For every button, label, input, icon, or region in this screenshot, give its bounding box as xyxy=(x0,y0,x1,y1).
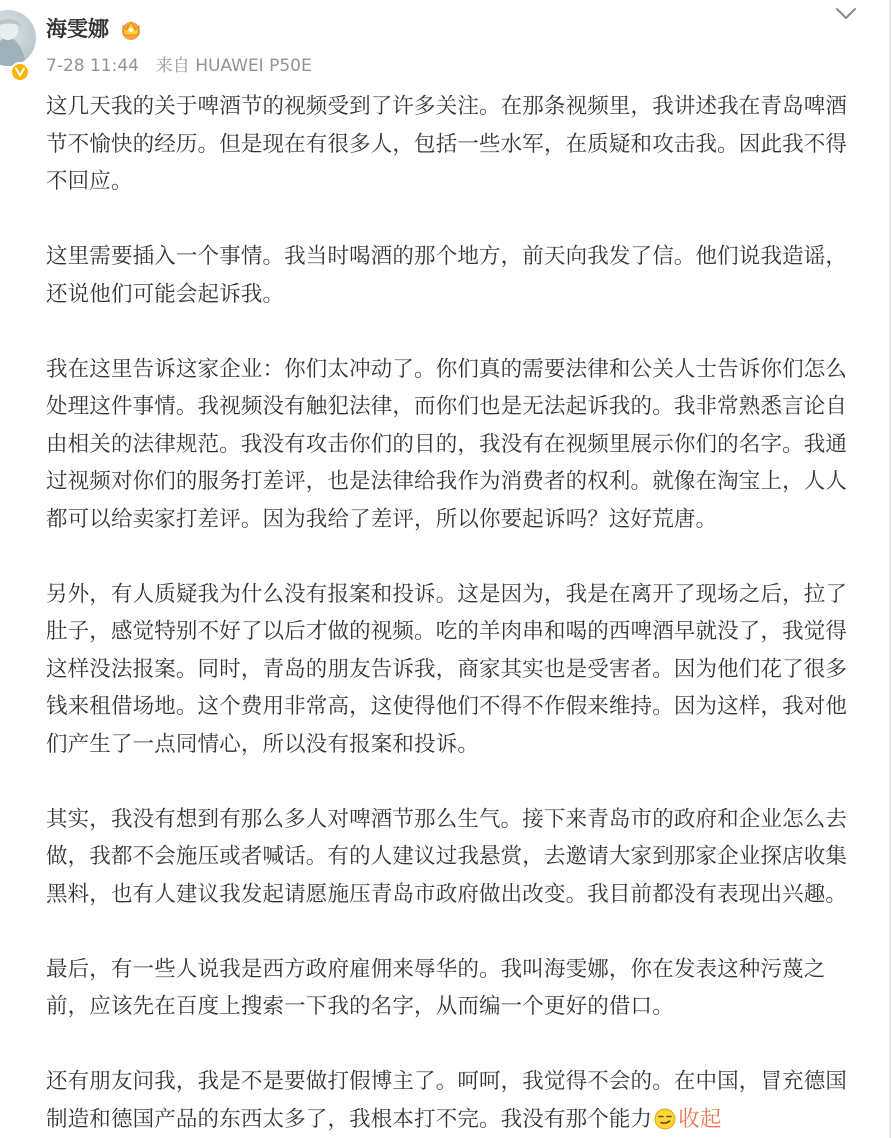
post-paragraph-2: 这里需要插入一个事情。我当时喝酒的那个地方，前天向我发了信。他们说我造谣，还说他们可能会起诉我。 xyxy=(46,244,848,307)
post-paragraph-3: 我在这里告诉这家企业：你们太冲动了。你们真的需要法律和公关人士告诉你们怎么处理这件事情。我视频没有触犯法律，而你们也是无法起诉我的。我非常熟悉言论自由相关的法律规范。我没有攻击你们的目的，我没有在视频里展示你们的名字。我通过视频对你们的服务打差评，也是法律给我作为消费者的权利。就像在淘宝上，人人都可以给卖家打差评。因为我给了差评，所以你要起诉吗？这好荒唐。 xyxy=(46,356,848,532)
avatar[interactable] xyxy=(0,10,36,66)
vip-crown-icon[interactable] xyxy=(118,17,144,41)
post-paragraph-4: 另外，有人质疑我为什么没有报案和投诉。这是因为，我是在离开了现场之后，拉了肚子，感觉特别不好了以后才做的视频。吃的羊肉串和喝的西啤酒早就没了，我觉得这样没法报案。同时，青岛的朋友告诉我，商家其实也是受害者。因为他们花了很多钱来租借场地。这个费用非常高，这使得他们不得不作假来维持。因为这样，我对他们产生了一点同情心，所以没有报案和投诉。 xyxy=(46,581,848,757)
post-paragraph-5: 其实，我没有想到有那么多人对啤酒节那么生气。接下来青岛市的政府和企业怎么去做，我都不会施压或者喊话。有的人建议过我悬赏，去邀请大家到那家企业探店收集黑料，也有人建议我发起请愿施压青岛市政府做出改变。我目前都没有表现出兴趣。 xyxy=(46,806,848,907)
verified-badge-icon xyxy=(10,62,30,82)
post-meta xyxy=(46,52,312,80)
post-device: HUAWEI P50E xyxy=(195,56,312,76)
smirk-emoji-icon xyxy=(654,1108,676,1130)
post-paragraph-6: 最后，有一些人说我是西方政府雇佣来辱华的。我叫海雯娜，你在发表这种污蔑之前，应该先在百度上搜索一下我的名字，从而编一个更好的借口。 xyxy=(46,956,826,1019)
author-name[interactable]: 海雯娜 xyxy=(46,17,109,41)
collapse-link[interactable]: 收起 xyxy=(678,1106,722,1132)
chevron-down-icon[interactable] xyxy=(832,2,860,26)
post-paragraph-1: 这几天我的关于啤酒节的视频受到了许多关注。在那条视频里，我讲述我在青岛啤酒节不愉快的经历。但是现在有很多人，包括一些水军，在质疑和攻击我。因此我不得不回应。 xyxy=(46,94,848,194)
post-date[interactable]: 7-28 11:44 xyxy=(46,56,139,76)
last-paragraph-text: 还有朋友问我，我是不是要做打假博主了。呵呵，我觉得不会的。在中国，冒充德国制造和德国产品的东西太多了，我根本打不完。我没有那个能力 xyxy=(46,1069,848,1132)
source-prefix: 来自 xyxy=(155,56,190,76)
post-paragraph-7 xyxy=(46,1063,866,1138)
post-body xyxy=(46,88,866,1138)
